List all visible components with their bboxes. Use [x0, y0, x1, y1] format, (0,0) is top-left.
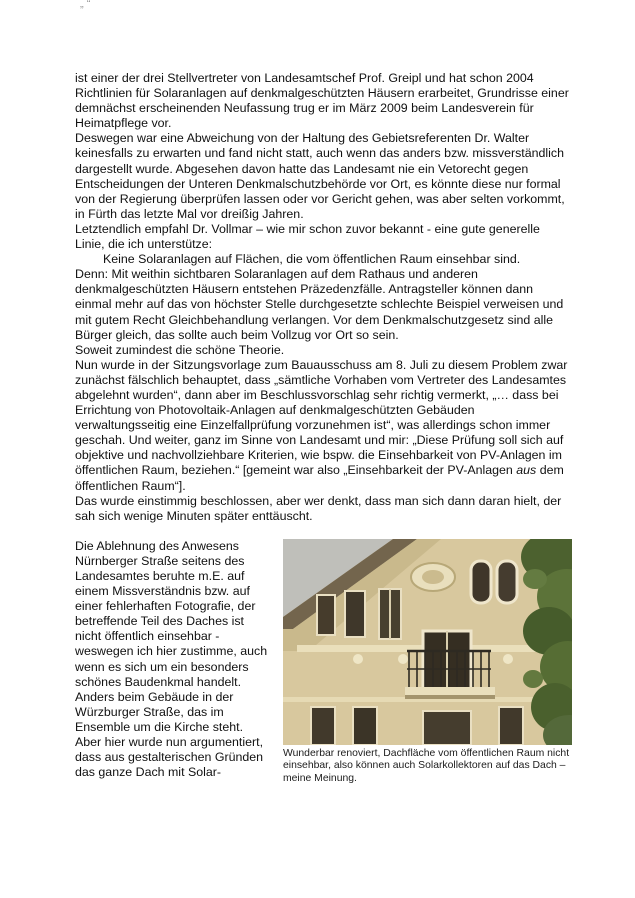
paragraph-1: ist einer der drei Stellvertreter von Landesamtschef Prof. Greipl und hat schon 2004 Richtlinien für Solaranlagen auf denkmalgeschützten Häusern erarbeitet, Grundrisse einer demnächst erscheinenden Neufassung trug er im März 2009 beim Landesverein für Heimatpflege vor. [75, 71, 569, 131]
photo-caption: Wunderbar renoviert, Dachfläche vom öffentlichen Raum nicht einsehbar, also können auch Solarkollektoren auf das Dach – meine Meinung. [283, 747, 570, 784]
quote-line: Keine Solaranlagen auf Flächen, die vom öffentlichen Raum einsehbar sind. [103, 252, 521, 267]
building-facade-photo [283, 539, 572, 745]
paragraph-5: Soweit zumindest die schöne Theorie. [75, 342, 285, 357]
emphasized-word: aus [516, 463, 537, 478]
building-photo-figure [283, 539, 572, 786]
text-run: dem öffentlichen Raum“]. [75, 463, 564, 493]
document-content [75, 71, 572, 786]
paragraph-2: Deswegen war eine Abweichung von der Haltung des Gebietsreferenten Dr. Walter keinesfalls zu erwarten und fand nicht statt, auch wenn das anders bzw. missverständlich dargestellt wurde. Abgesehen davon hatte das Landesamt nie ein Vetorecht gegen Entscheidungen der Unteren Denkmalschutzbehörde vor Ort, es könnte diese nur formal von der Regierung überprüfen lassen oder vor Gericht gehen, was aber selten vorkommt, in Fürth das letzte Mal vor dreißig Jahren. [75, 131, 565, 221]
paragraph-7: Das wurde einstimmig beschlossen, aber wer denkt, dass man sich dann daran hielt, der sah sich wenige Minuten später enttäuscht. [75, 493, 562, 523]
text-run: Nun wurde in der Sitzungsvorlage zum Bauausschuss am 8. Juli zu diesem Problem zwar zunächst fälschlich behauptet, dass „sämtliche Vorhaben vom Vertreter des Landesamtes abgelehnt wurden“, dann aber im Beschlussvorschlag sehr richtig vermerkt, „… dass bei Errichtung von Photovoltaik-Anlagen auf denkmalgeschützten Gebäuden verwaltungsseitig eine Einzelfallprüfung vorzunehmen ist“, was allerdings schon immer geschah. Und weiter, ganz im Sinne von Landesamt und mir: „Diese Prüfung soll sich auf objektive und nachvollziehbare Kriterien, wie bspw. die Einsehbarkeit von PV-Anlagen im öffentlichen Raum, beziehen.“ [gemeint war also „Einsehbarkeit der PV-Anlagen [75, 357, 568, 478]
paragraph-4: Denn: Mit weithin sichtbaren Solaranlagen auf dem Rathaus und anderen denkmalgeschützten Häusern entstehen Präzedenzfälle. Antragsteller können dann einmal mehr auf das von höchster Stelle durchgesetzte schlechte Beispiel verweisen und mit gutem Recht Gleichbehandlung verlangen. Vor dem Denkmalschutzgesetz sind alle Bürger gleich, das sollte auch beim Vollzug vor Ort so sein. [75, 267, 564, 342]
photo-section [75, 539, 572, 786]
paragraph-8: Die Ablehnung des Anwesens Nürnberger Straße seitens des Landesamtes beruhte m.E. auf einem Missverständnis bzw. auf einer fehlerhaften Fotografie, der betreffende Teil des Daches ist nicht öffentlich einsehbar - weswegen ich hier zustimme, auch wenn es sich um ein besonders schönes Baudenkmal handelt. Anders beim Gebäude in der Würzburger Straße, das im Ensemble um die Kirche steht. Aber hier wurde nun argumentiert, dass aus gestalterischen Gründen das ganze Dach mit Solar- [75, 538, 268, 780]
paragraph-3: Letztendlich empfahl Dr. Vollmar – wie mir schon zuvor bekannt - eine gute generelle Linie, die ich unterstütze: [75, 221, 540, 252]
scan-artifact-marks: „ “ [80, 0, 91, 10]
paragraph-6 [75, 358, 572, 494]
